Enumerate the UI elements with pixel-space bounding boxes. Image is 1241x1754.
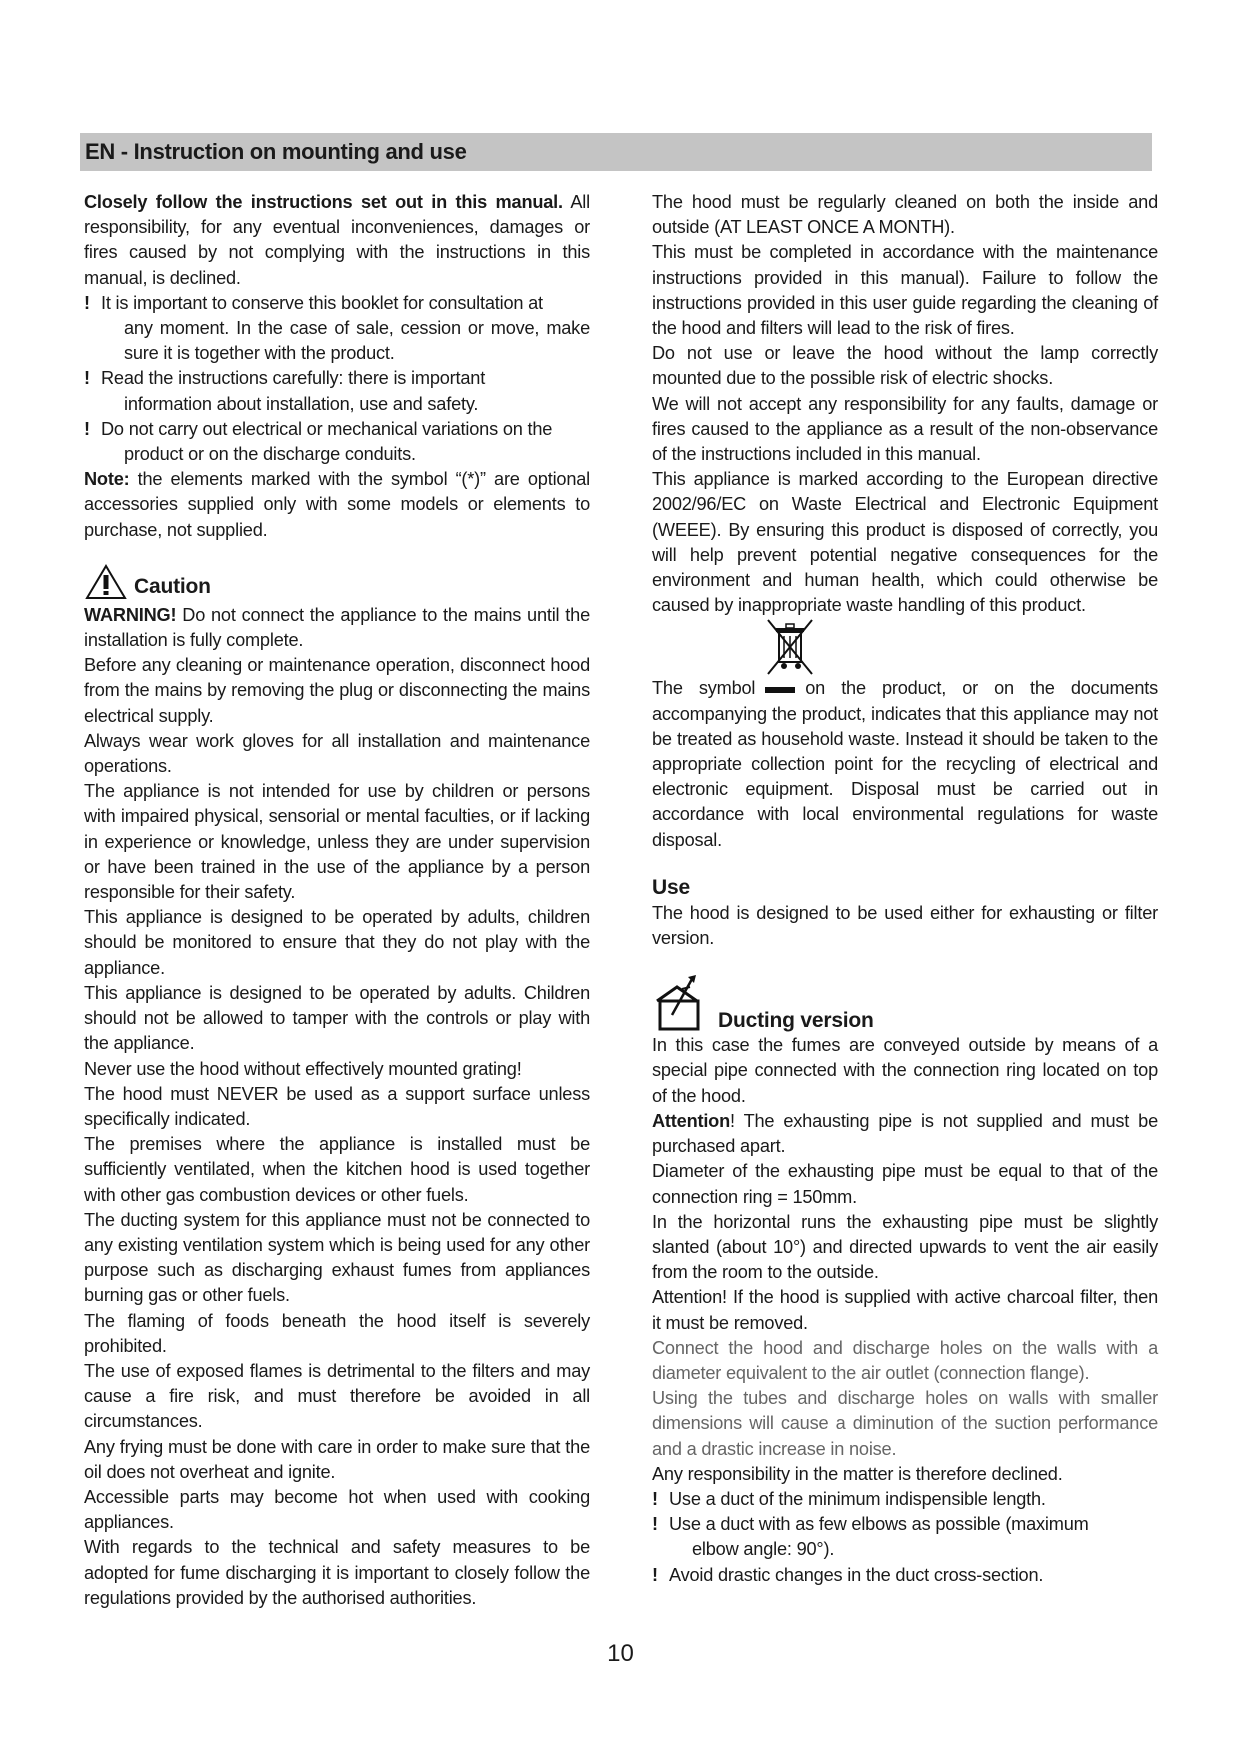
- paragraph: Do not use or leave the hood without the lamp correctly mounted due to the possible risk of electric shocks.: [652, 343, 1158, 389]
- paragraph: Any frying must be done with care in order to make sure that the oil does not overheat and ignite.: [84, 1436, 590, 1482]
- notice-item: [84, 366, 590, 416]
- paragraph: The ducting system for this appliance must not be connected to any existing ventilation system which is being used for any other purpose such as discharging exhaust fumes from appliances burning gas or other fuels.: [84, 1209, 590, 1306]
- paragraph: The hood must NEVER be used as a support surface unless specifically indicated.: [84, 1083, 590, 1129]
- black-bar-symbol-icon: [765, 687, 795, 693]
- notice-text: Do not carry out electrical or mechanical variations on the: [101, 418, 553, 439]
- paragraph: With regards to the technical and safety measures to be adopted for fume discharging it is important to closely follow the regulations provided by the authorised authorities.: [84, 1537, 590, 1608]
- exclamation-icon: !: [84, 418, 90, 439]
- paragraph: Never use the hood without effectively mounted grating!: [84, 1058, 522, 1079]
- exclamation-icon: !: [652, 1488, 658, 1509]
- symbol-text-post: on the product, or on the documents accompanying the product, indicates that this appliance may not be treated as household waste. Instead it should be taken to the appropriate collection point for the recycling of electrical and electronic equipment. Disposal must be carried out in accordance with local environmental regulations for waste disposal.: [652, 678, 1158, 850]
- paragraph: We will not accept any responsibility for any faults, damage or fires caused to the appliance as a result of the non-observance of the instructions included in this manual.: [652, 393, 1158, 465]
- notice-text-cont: information about installation, use and safety.: [124, 393, 479, 414]
- use-heading: Use: [652, 875, 690, 899]
- exclamation-icon: !: [652, 1514, 658, 1535]
- warning-paragraph: [84, 603, 590, 653]
- notice-text-cont: product or on the discharge conduits.: [124, 444, 416, 465]
- weee-symbol-row: [652, 618, 1158, 676]
- exclamation-icon: !: [652, 1564, 658, 1585]
- grey-paragraph: Connect the hood and discharge holes on the walls with a diameter equivalent to the air outlet (connection flange).: [652, 1337, 1158, 1383]
- section-header-bar: [80, 133, 1152, 171]
- page-number: 10: [607, 1640, 634, 1667]
- intro-paragraph: [84, 190, 590, 291]
- crossed-bin-icon: [762, 618, 818, 676]
- intro-bold: Closely follow the instructions set out in this manual.: [84, 192, 563, 212]
- notice-item: [84, 417, 590, 467]
- paragraph: The premises where the appliance is installed must be sufficiently ventilated, when the kitchen hood is used together with other gas combustion devices or other fuels.: [84, 1134, 590, 1205]
- ducting-heading: [652, 973, 1158, 1033]
- caution-heading: [84, 561, 590, 601]
- notice-text-cont: any moment. In the case of sale, cession or move, make sure it is together with the product.: [124, 318, 590, 364]
- intro-text: All responsibility, for any eventual inconveniences, damages or fires caused by not complying with the instructions in this manual, is declined.: [84, 192, 590, 288]
- paragraph: This appliance is designed to be operated by adults, children should be monitored to ensure that they do not play with the appliance.: [84, 907, 590, 978]
- notice-item: [652, 1563, 1158, 1588]
- notice-text: Read the instructions carefully: there is important: [101, 368, 486, 389]
- paragraph: The hood must be regularly cleaned on both the inside and outside (AT LEAST ONCE A MONTH).: [652, 192, 1158, 238]
- notice-text: Use a duct of the minimum indispensible length.: [669, 1488, 1046, 1509]
- notice-text: Avoid drastic changes in the duct cross-section.: [669, 1564, 1044, 1585]
- house-ducting-icon: [652, 973, 710, 1033]
- paragraph: Any responsibility in the matter is therefore declined.: [652, 1463, 1063, 1484]
- paragraph: Always wear work gloves for all installation and maintenance operations.: [84, 730, 590, 777]
- paragraph: In the horizontal runs the exhausting pipe must be slightly slanted (about 10°) and directed upwards to vent the air easily from the room to the outside.: [652, 1211, 1158, 1283]
- exclamation-icon: !: [84, 368, 90, 389]
- paragraph: This appliance is marked according to the European directive 2002/96/EC on Waste Electrical and Electronic Equipment (WEEE). By ensuring this product is disposed of correctly, you will help prevent potential negative consequences for the environment and human health, which could otherwise be caused by inappropriate waste handling of this product.: [652, 469, 1158, 616]
- right-column: [652, 190, 1158, 1588]
- note-text: the elements marked with the symbol “(*)” are optional accessories supplied only with some models or elements to purchase, not supplied.: [84, 469, 590, 540]
- paragraph: Diameter of the exhausting pipe must be equal to that of the connection ring = 150mm.: [652, 1161, 1158, 1207]
- notice-text-cont: elbow angle: 90°).: [692, 1539, 835, 1560]
- notice-item: [84, 291, 590, 367]
- caution-label: Caution: [134, 574, 211, 598]
- note-label: Note:: [84, 469, 130, 490]
- ducting-label: Ducting version: [718, 1009, 874, 1033]
- warning-triangle-icon: [84, 563, 128, 601]
- section-title: EN - Instruction on mounting and use: [85, 139, 467, 164]
- paragraph: This appliance is designed to be operated by adults. Children should not be allowed to tamper with the controls or play with the appliance.: [84, 982, 590, 1054]
- use-paragraph: The hood is designed to be used either for exhausting or filter version.: [652, 902, 1158, 949]
- notice-text: Use a duct with as few elbows as possible (maximum: [669, 1514, 1089, 1535]
- attention-paragraph: [652, 1109, 1158, 1159]
- paragraph: Accessible parts may become hot when used with cooking appliances.: [84, 1486, 590, 1533]
- paragraph: The appliance is not intended for use by children or persons with impaired physical, sensorial or mental faculties, or if lacking in experience or knowledge, unless they are under supervision or have been trained in the use of the appliance by a person responsible for their safety.: [84, 781, 590, 903]
- warning-text: Do not connect the appliance to the mains until the installation is fully complete.: [84, 604, 590, 651]
- warning-label: WARNING!: [84, 604, 177, 625]
- grey-paragraph: Using the tubes and discharge holes on walls with smaller dimensions will cause a diminution of the suction performance and a drastic increase in noise.: [652, 1388, 1158, 1459]
- paragraph: The use of exposed flames is detrimental to the filters and may cause a fire risk, and must therefore be avoided in all circumstances.: [84, 1360, 590, 1432]
- attention-label: Attention: [652, 1110, 731, 1131]
- symbol-paragraph: [652, 676, 1158, 852]
- note-paragraph: [84, 467, 590, 543]
- exclamation-icon: !: [84, 292, 90, 313]
- paragraph: The flaming of foods beneath the hood itself is severely prohibited.: [84, 1310, 590, 1356]
- attention-text: ! The exhausting pipe is not supplied and must be purchased apart.: [652, 1110, 1158, 1157]
- symbol-text-pre: The symbol: [652, 678, 756, 699]
- left-column: [84, 190, 590, 1611]
- paragraph: In this case the fumes are conveyed outside by means of a special pipe connected with the connection ring located on top of the hood.: [652, 1035, 1158, 1106]
- paragraph: This must be completed in accordance with the maintenance instructions provided in this manual). Failure to follow the instructions provided in this user guide regarding the cleaning of the hood and filters will lead to the risk of fires.: [652, 242, 1158, 339]
- notice-item: [652, 1487, 1158, 1512]
- notice-item: [652, 1512, 1158, 1562]
- paragraph: Attention! If the hood is supplied with active charcoal filter, then it must be removed.: [652, 1287, 1158, 1333]
- notice-text: It is important to conserve this booklet for consultation at: [101, 292, 543, 313]
- paragraph: Before any cleaning or maintenance operation, disconnect hood from the mains by removing the plug or disconnecting the mains electrical supply.: [84, 655, 590, 726]
